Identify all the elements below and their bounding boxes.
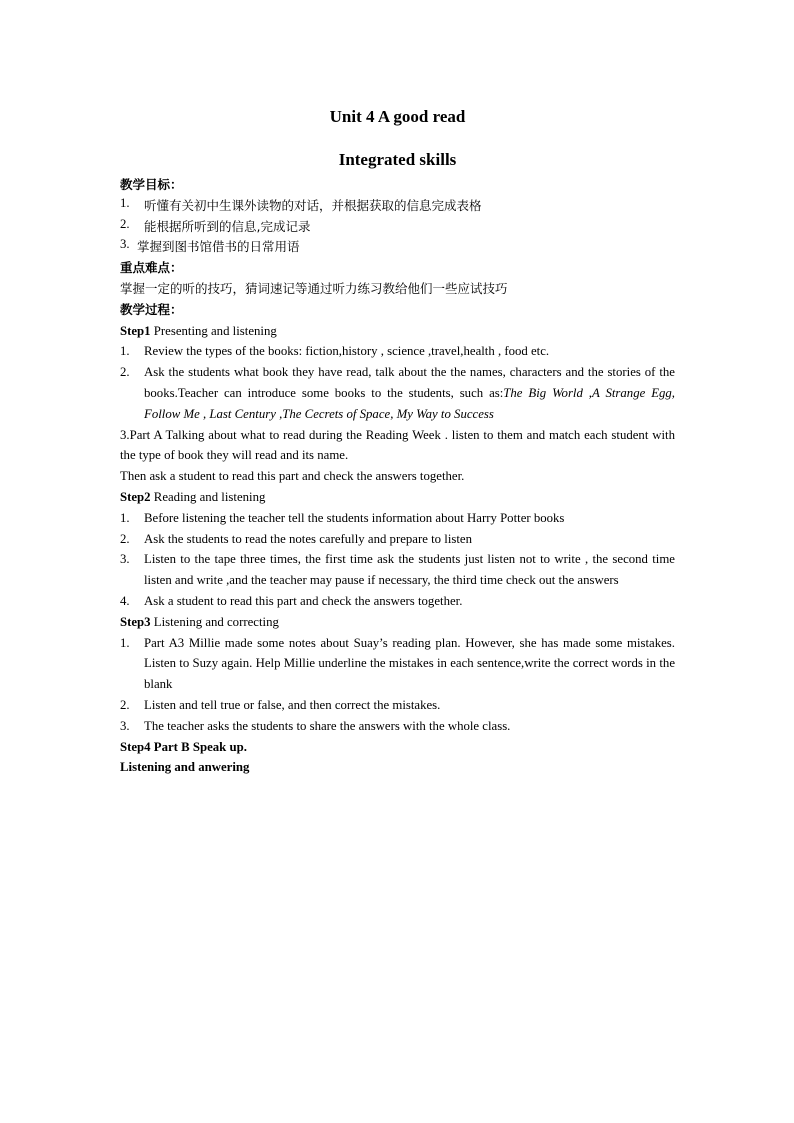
step2-label: Step2 — [120, 489, 151, 504]
step3-item-number: 3. — [120, 718, 130, 733]
step1-item-text: Ask the students what book they have read, talk about the the names, characters and the stories of the books.Teacher can introduce some books to the students, such as: — [144, 365, 675, 400]
step1-item — [120, 362, 675, 424]
step3-label: Step3 — [120, 614, 151, 629]
step2-item-text: Ask a student to read this part and check the answers together. — [144, 593, 463, 608]
step2-heading — [120, 487, 675, 508]
step1-paragraph: 3.Part A Talking about what to read during the Reading Week . listen to them and match each student with the type of book they will read and its name. — [120, 427, 675, 463]
step2-item-text: Before listening the teacher tell the students information about Harry Potter books — [144, 510, 565, 525]
step3-title: Listening and correcting — [150, 614, 279, 629]
objective-text: 听懂有关初中生课外读物的对话，并根据获取的信息完成表格 — [144, 197, 482, 213]
step1-label: Step1 — [120, 323, 151, 338]
step2-item-number: 3. — [120, 552, 130, 567]
book-titles: The Big World ,A Strange Egg, Follow Me , Last Century ,The Cecrets of Space, My Way to Success — [144, 385, 676, 421]
step3-heading — [120, 612, 675, 633]
objective-number: 3. — [120, 237, 130, 252]
step1-item-content — [144, 362, 675, 424]
objectives-heading: 教学目标： — [120, 177, 183, 192]
step2-item — [120, 529, 675, 550]
step4-heading: Step4 Part B Speak up. — [120, 739, 247, 754]
step3-item-number: 1. — [120, 635, 130, 650]
objective-number: 1. — [120, 195, 130, 210]
document-body — [120, 104, 675, 778]
objective-text: 能根据所听到的信息,完成记录 — [144, 218, 311, 234]
step1-item-number: 1. — [120, 344, 130, 359]
step3-item — [120, 695, 675, 716]
step1-paragraph: Then ask a student to read this part and check the answers together. — [120, 469, 465, 484]
final-heading: Listening and anwering — [120, 760, 250, 775]
step3-item-text: Listen and tell true or false, and then correct the mistakes. — [144, 697, 441, 712]
objective-number: 2. — [120, 216, 130, 231]
keypoints-text: 掌握一定的听的技巧，猜词速记等通过听力练习教给他们一些应试技巧 — [120, 280, 508, 296]
step2-item — [120, 549, 675, 591]
step2-item — [120, 591, 675, 612]
objective-item — [120, 196, 675, 217]
step1-item — [120, 341, 675, 362]
step1-title: Presenting and listening — [150, 323, 277, 338]
step1-heading — [120, 321, 675, 342]
step3-item-text: The teacher asks the students to share the answers with the whole class. — [144, 718, 511, 733]
step2-item — [120, 508, 675, 529]
keypoints-heading: 重点难点： — [120, 260, 183, 276]
step2-item-text: Ask the students to read the notes carefully and prepare to listen — [144, 531, 472, 546]
step3-item — [120, 633, 675, 695]
step1-item-text: Review the types of the books: fiction,history , science ,travel,health , food etc. — [144, 344, 550, 359]
step2-item-number: 4. — [120, 593, 130, 608]
objective-item — [120, 237, 675, 258]
doc-title: Unit 4 A good read — [329, 107, 466, 126]
step3-item — [120, 716, 675, 737]
process-heading: 教学过程： — [120, 301, 183, 317]
step2-item-number: 1. — [120, 510, 130, 525]
step2-item-text: Listen to the tape three times, the first time ask the students just listen not to write , the second time listen and write ,and the teacher may pause if necessary, the third time check out the answers — [144, 552, 675, 588]
doc-subtitle: Integrated skills — [338, 150, 457, 169]
objective-text: 掌握到图书馆借书的日常用语 — [137, 239, 300, 255]
step3-item-text: Part A3 Millie made some notes about Suay’s reading plan. However, she has made some mistakes. Listen to Suzy again. Help Millie underline the mistakes in each sentence,write the correct words in the blank — [144, 635, 675, 692]
step2-title: Reading and listening — [150, 489, 266, 504]
step1-item-number: 2. — [120, 365, 130, 380]
objective-item — [120, 217, 675, 238]
step3-item-number: 2. — [120, 697, 130, 712]
step2-item-number: 2. — [120, 531, 130, 546]
